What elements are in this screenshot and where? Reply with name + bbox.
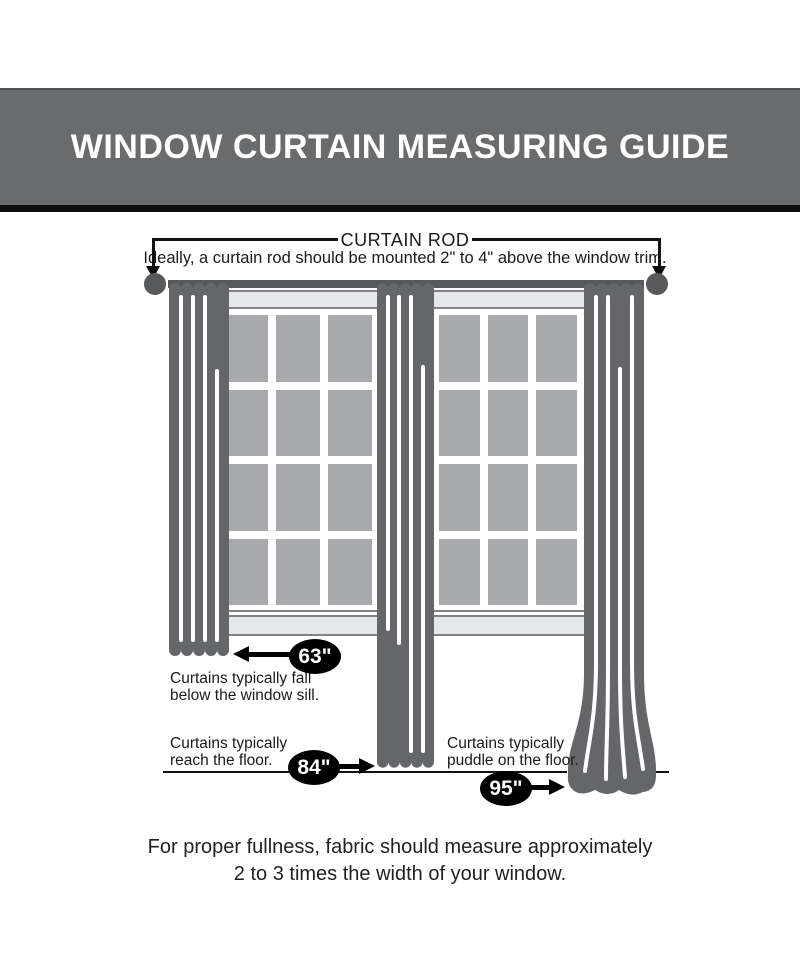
window-pane-grid bbox=[215, 315, 381, 605]
rod-finial-left bbox=[144, 273, 166, 295]
curtain-panel bbox=[169, 283, 229, 656]
window-sill bbox=[215, 617, 381, 634]
window-pane bbox=[488, 315, 529, 382]
window-pane bbox=[439, 390, 480, 457]
window-left bbox=[215, 290, 381, 636]
left-arrow-icon bbox=[233, 646, 249, 662]
window-sill bbox=[430, 617, 586, 634]
callout-line-right bbox=[472, 238, 661, 241]
curtain-panel bbox=[568, 283, 656, 795]
window-pane bbox=[276, 464, 320, 531]
rod-mounting-note: Ideally, a curtain rod should be mounted 2" to 4" above the window trim. bbox=[143, 249, 667, 267]
window-pane bbox=[488, 539, 529, 606]
window-pane bbox=[439, 315, 480, 382]
window-header-trim bbox=[430, 292, 586, 307]
window-right bbox=[430, 290, 586, 636]
right-arrow-icon bbox=[549, 779, 565, 795]
window-pane bbox=[276, 390, 320, 457]
arrow-line bbox=[338, 764, 360, 769]
caption-puddle-floor: Curtains typically puddle on the floor. bbox=[447, 735, 579, 769]
arrow-line bbox=[530, 785, 550, 790]
curtain-left-63in bbox=[169, 277, 229, 662]
window-frame-line bbox=[430, 634, 586, 636]
window-pane bbox=[439, 464, 480, 531]
caption-below-sill: Curtains typically fall below the window sill. bbox=[170, 670, 320, 704]
curtain-rod-label: CURTAIN ROD bbox=[340, 230, 470, 250]
measurement-badge-63: 63" bbox=[289, 639, 341, 674]
window-pane bbox=[328, 464, 372, 531]
curtain-right-95in bbox=[565, 277, 660, 804]
window-pane bbox=[276, 315, 320, 382]
window-pane bbox=[224, 315, 268, 382]
window-pane bbox=[224, 390, 268, 457]
right-arrow-icon bbox=[359, 758, 375, 774]
window-pane bbox=[328, 315, 372, 382]
title-banner bbox=[0, 88, 800, 212]
measurement-badge-84: 84" bbox=[288, 750, 340, 785]
page-title: WINDOW CURTAIN MEASURING GUIDE bbox=[70, 128, 730, 166]
window-pane-grid bbox=[430, 315, 586, 605]
curtain-panel bbox=[377, 283, 434, 767]
measurement-badge-95: 95" bbox=[480, 771, 532, 806]
window-pane bbox=[439, 539, 480, 606]
window-pane bbox=[224, 464, 268, 531]
window-pane bbox=[328, 539, 372, 606]
curtain-middle-84in bbox=[377, 277, 434, 774]
window-frame-line bbox=[215, 634, 381, 636]
caption-reach-floor: Curtains typically reach the floor. bbox=[170, 735, 288, 769]
window-header-trim bbox=[215, 292, 381, 307]
window-pane bbox=[328, 390, 372, 457]
fullness-note: For proper fullness, fabric should measure approximately 2 to 3 times the width of your window. bbox=[147, 836, 653, 885]
window-pane bbox=[488, 464, 529, 531]
window-pane bbox=[488, 390, 529, 457]
window-pane bbox=[224, 539, 268, 606]
window-pane bbox=[276, 539, 320, 606]
callout-line-left bbox=[152, 238, 338, 241]
arrow-line bbox=[248, 652, 292, 657]
